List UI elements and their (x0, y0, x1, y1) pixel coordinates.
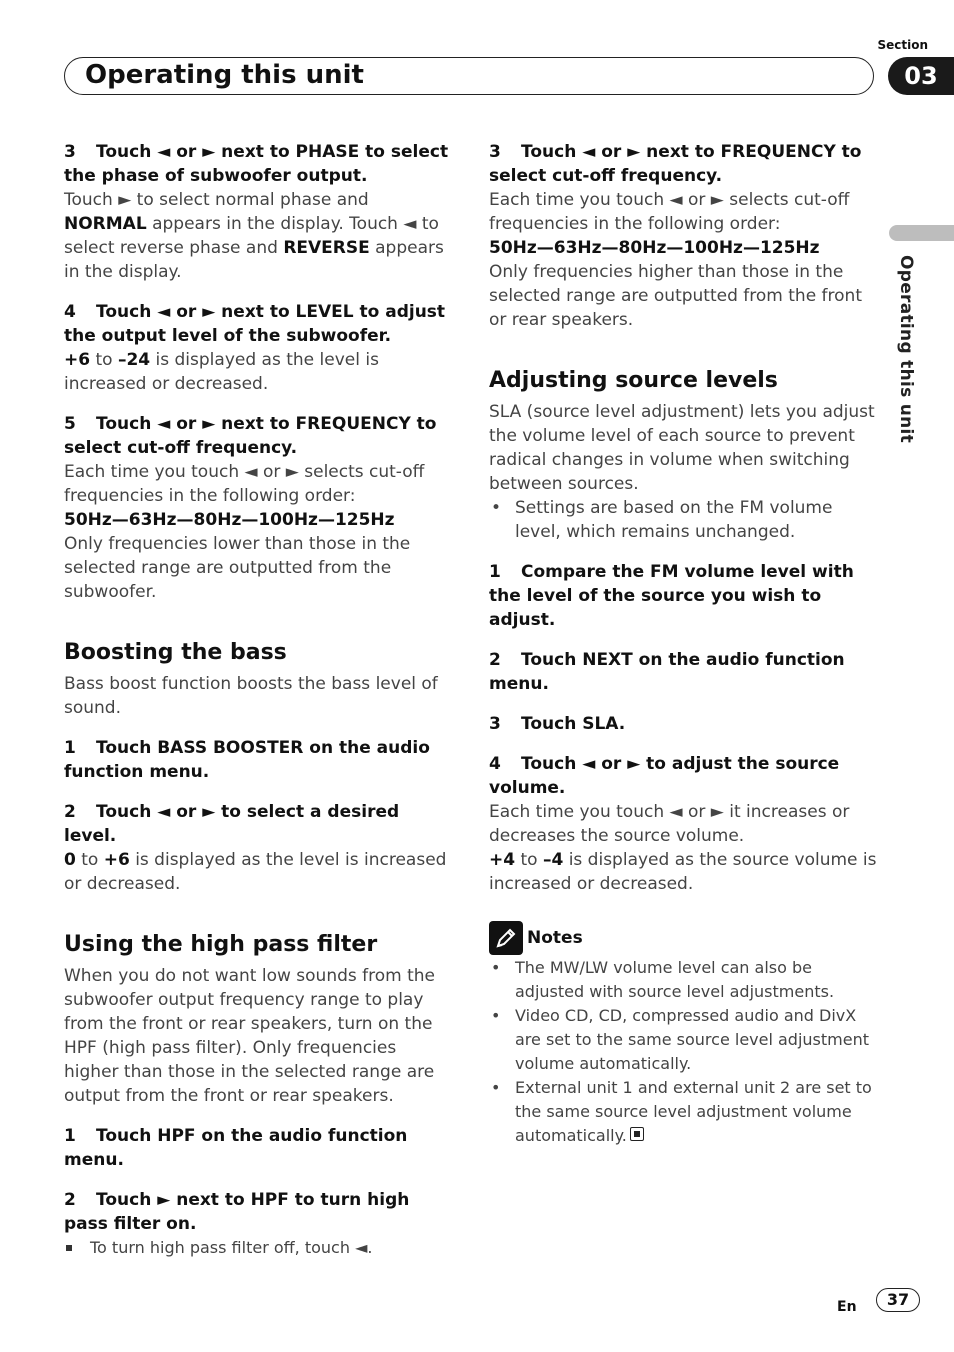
pencil-icon (489, 921, 523, 955)
step-sla-adjust: 4 Touch ◄ or ► to adjust the source volume. (489, 754, 840, 798)
heading-source-levels: Adjusting source levels (489, 368, 778, 393)
step-sla-next: 2 Touch NEXT on the audio function menu. (489, 650, 845, 694)
step-level: 4 Touch ◄ or ► next to LEVEL to adjust the output level of the subwoofer. (64, 302, 446, 346)
sla-bullet: • Settings are based on the FM volume level, which remains unchanged. (489, 496, 877, 544)
notes-header (489, 920, 877, 956)
note-item: • The MW/LW volume level can also be adjusted with source level adjustments. (489, 956, 877, 1004)
notes-list (489, 956, 877, 1148)
step-bass-booster: 1 Touch BASS BOOSTER on the audio function menu. (64, 738, 430, 782)
step-frequency-hpf-body: Each time you touch ◄ or ► selects cut-off frequencies in the following order: (489, 190, 850, 234)
bass-intro: Bass boost function boosts the bass level of sound. (64, 674, 438, 718)
step-frequency-hpf: 3 Touch ◄ or ► next to FREQUENCY to select cut-off frequency. (489, 142, 862, 186)
step-phase-body: Touch ► to select normal phase and NORMAL appears in the display. Touch ◄ to select reverse phase and REVERSE appears in the display. (64, 190, 444, 282)
page-number: 37 (876, 1288, 920, 1312)
section-label: Section (877, 38, 928, 52)
step-frequency: 5 Touch ◄ or ► next to FREQUENCY to select cut-off frequency. (64, 414, 437, 458)
frequency-order: 50Hz—63Hz—80Hz—100Hz—125Hz (64, 510, 395, 530)
side-tab-marker (889, 225, 954, 241)
note-item: • External unit 1 and external unit 2 are set to the same source level adjustment volume automatically. (489, 1076, 877, 1148)
footer-language: En (837, 1299, 857, 1315)
step-hpf-on: 2 Touch ► next to HPF to turn high pass filter on. (64, 1190, 410, 1234)
heading-boosting-bass: Boosting the bass (64, 640, 287, 665)
step-sla-touch: 3 Touch SLA. (489, 714, 626, 734)
hpf-intro: When you do not want low sounds from the subwoofer output frequency range to play from the front or rear speakers, turn on the HPF (high pass filter). Only frequencies higher than those in the selected range are output from the front or rear speakers. (64, 966, 436, 1106)
step-sla-adjust-body: Each time you touch ◄ or ► it increases or decreases the source volume. (489, 802, 850, 846)
step-frequency-note: Only frequencies lower than those in the selected range are outputted from the subwoofer. (64, 534, 411, 602)
heading-high-pass-filter: Using the high pass filter (64, 932, 378, 957)
step-sla-adjust-range: +4 to –4 is displayed as the source volume is increased or decreased. (489, 850, 877, 894)
section-badge: 03 (888, 57, 954, 95)
step-frequency-hpf-note: Only frequencies higher than those in the selected range are outputted from the front or rear speakers. (489, 262, 862, 330)
step-hpf-menu: 1 Touch HPF on the audio function menu. (64, 1126, 408, 1170)
hpf-off-bullet: To turn high pass filter off, touch ◄. (64, 1236, 450, 1260)
note-item: • Video CD, CD, compressed audio and DivX are set to the same source level adjustment volume automatically. (489, 1004, 877, 1076)
step-phase: 3 Touch ◄ or ► next to PHASE to select the phase of subwoofer output. (64, 142, 449, 186)
notes-label: Notes (527, 928, 583, 948)
step-sla-compare: 1 Compare the FM volume level with the level of the source you wish to adjust. (489, 562, 854, 630)
left-column (64, 140, 450, 1260)
right-column (489, 140, 877, 1148)
step-level-body: +6 to –24 is displayed as the level is increased or decreased. (64, 350, 379, 394)
frequency-order-hpf: 50Hz—63Hz—80Hz—100Hz—125Hz (489, 238, 820, 258)
step-frequency-body: Each time you touch ◄ or ► selects cut-off frequencies in the following order: (64, 462, 425, 506)
side-tab-text: Operating this unit (896, 255, 916, 444)
page-title: Operating this unit (85, 60, 364, 90)
step-bass-level: 2 Touch ◄ or ► to select a desired level. (64, 802, 400, 846)
step-bass-level-body: 0 to +6 is displayed as the level is increased or decreased. (64, 850, 447, 894)
end-of-section-icon (630, 1127, 644, 1141)
sla-intro: SLA (source level adjustment) lets you adjust the volume level of each source to prevent radical changes in volume when switching between sources. (489, 402, 875, 494)
header-bar (64, 57, 874, 95)
